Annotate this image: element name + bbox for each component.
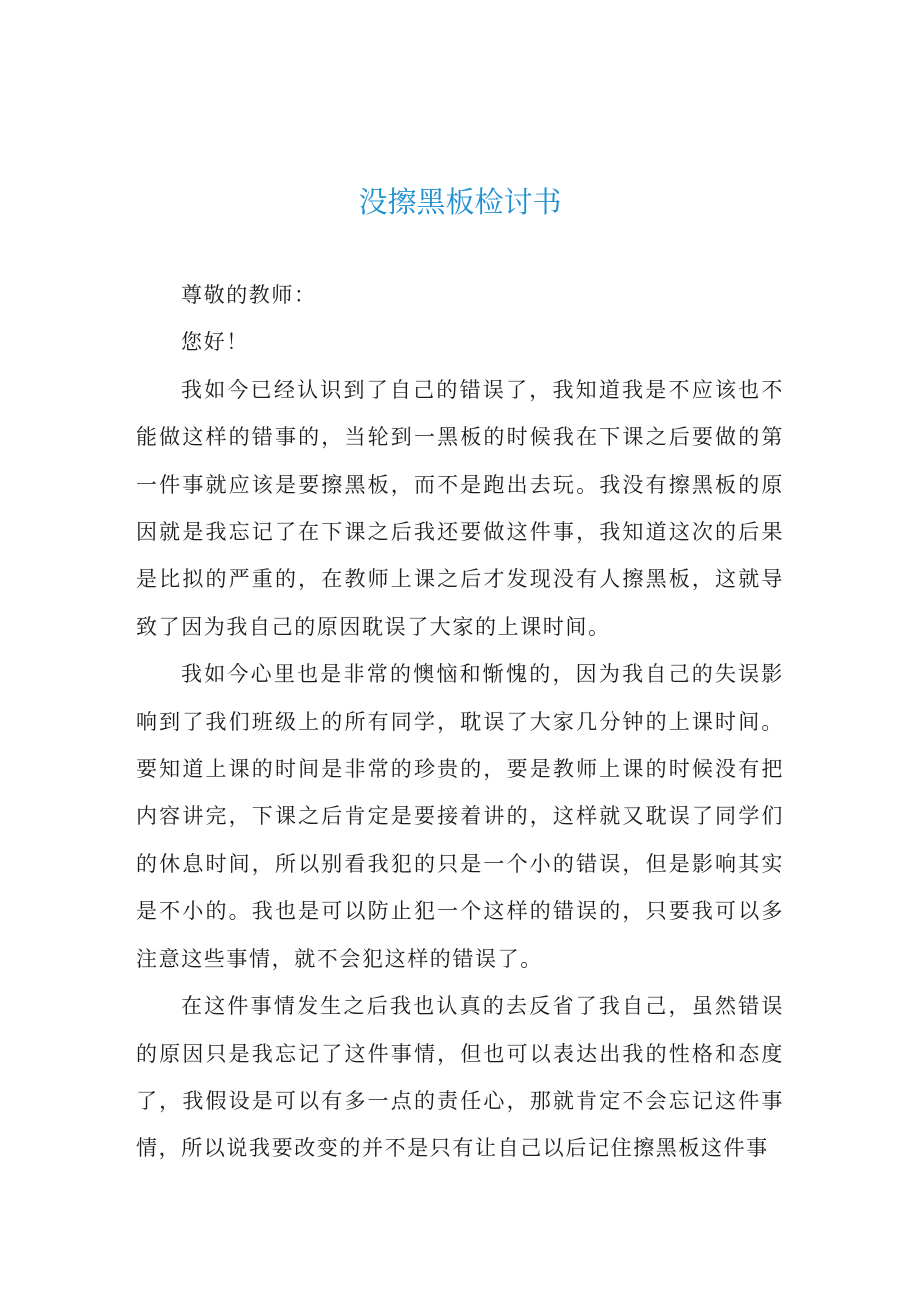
- paragraph-2: 我如今心里也是非常的懊恼和惭愧的，因为我自己的失误影响到了我们班级上的所有同学，耽误了大家几分钟的上课时间。要知道上课的时间是非常的珍贵的，要是教师上课的时候没有把内容讲完，下课之后肯定是要接着讲的，这样就又耽误了同学们的休息时间，所以别看我犯的只是一个小的错误，但是影响其实是不小的。我也是可以防止犯一个这样的错误的，只要我可以多注意这些事情，就不会犯这样的错误了。: [136, 662, 784, 971]
- paragraph-3: 在这件事情发生之后我也认真的去反省了我自己，虽然错误的原因只是我忘记了这件事情，但也可以表达出我的性格和态度了，我假设是可以有多一点的责任心，那就肯定不会忘记这件事情，所以说我要改变的并不是只有让自己以后记住擦黑板这件事: [136, 994, 784, 1161]
- document-title: 没擦黑板检讨书: [358, 185, 562, 219]
- paragraph-1: 我如今已经认识到了自己的错误了，我知道我是不应该也不能做这样的错事的，当轮到一黑板的时候我在下课之后要做的第一件事就应该是要擦黑板，而不是跑出去玩。我没有擦黑板的原因就是我忘记了在下课之后我还要做这件事，我知道这次的后果是比拟的严重的，在教师上课之后才发现没有人擦黑板，这就导致了因为我自己的原因耽误了大家的上课时间。: [136, 377, 784, 639]
- salutation: 尊敬的教师：: [181, 283, 317, 307]
- document-body: [136, 272, 784, 1173]
- greeting: 您好！: [181, 330, 249, 355]
